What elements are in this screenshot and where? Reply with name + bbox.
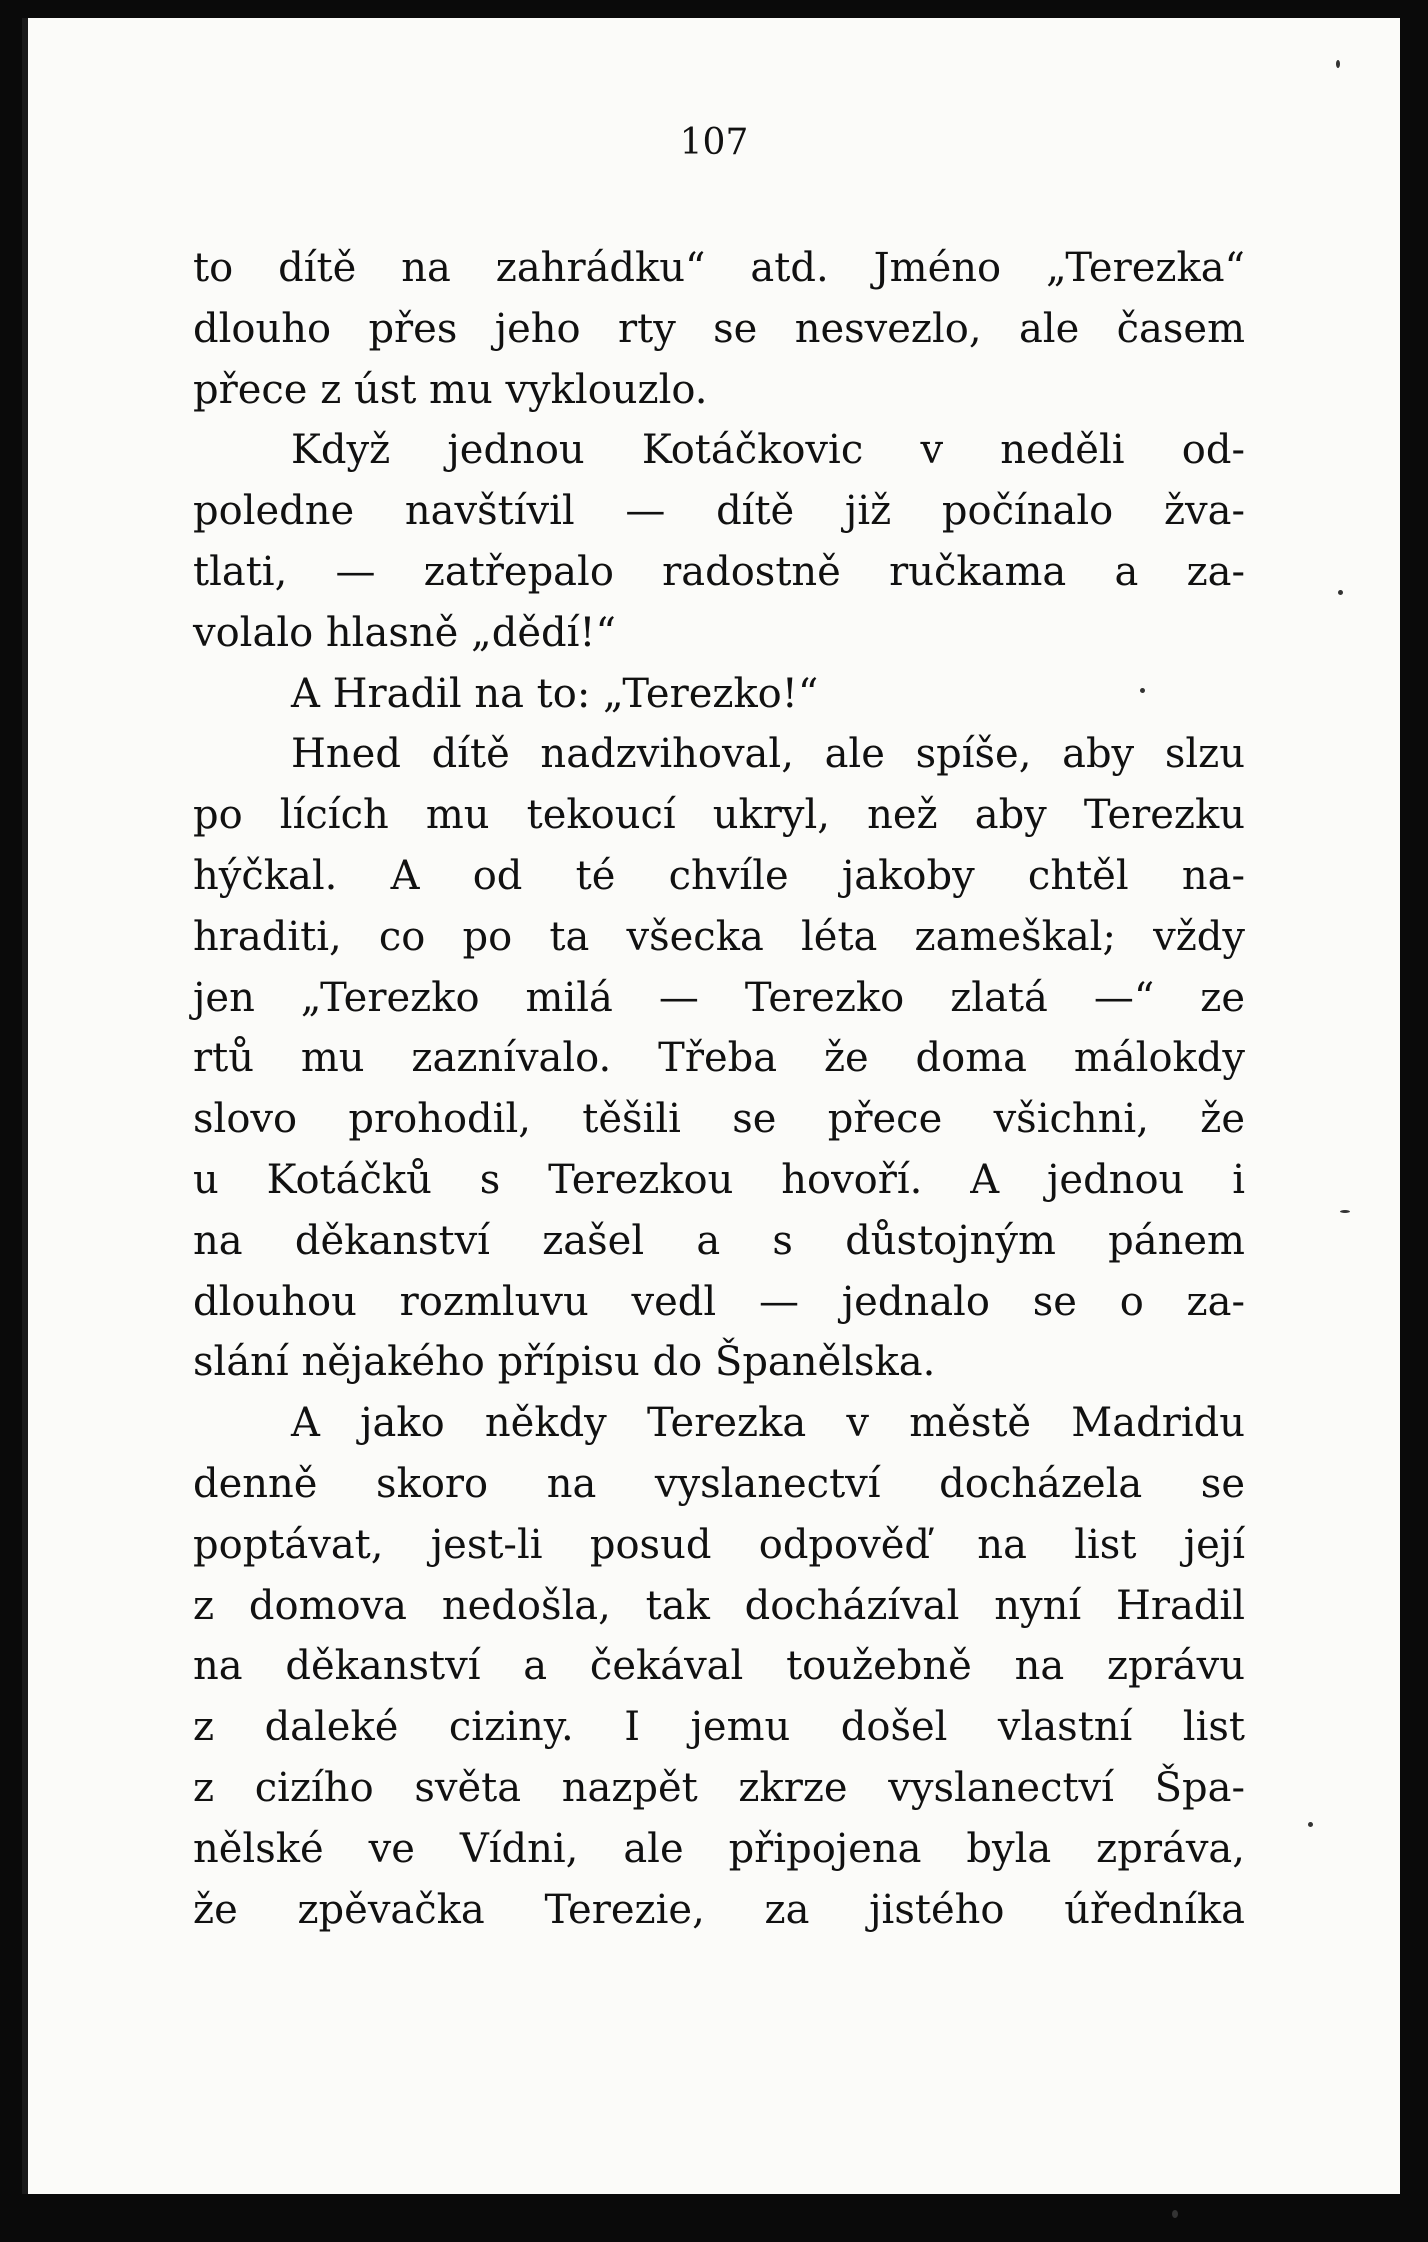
text-line: denně skoro na vyslanectví docházela se <box>193 1460 1245 1507</box>
text-line: nělské ve Vídni, ale připojena byla zpráva, <box>193 1825 1245 1872</box>
text-line: Když jednou Kotáčkovic v neděli od- <box>291 427 1245 474</box>
text-line: hraditi, co po ta všecka léta zameškal; vždy <box>193 913 1245 960</box>
text-line: to dítě na zahrádku“ atd. Jméno „Terezka“ <box>193 245 1245 291</box>
text-line: Hned dítě nadzvihoval, ale spíše, aby slzu <box>291 731 1245 778</box>
text-line: přece z úst mu vyklouzlo. <box>193 366 708 413</box>
scan-left-border <box>22 18 28 2194</box>
text-line: z domova nedošla, tak docházíval nyní Hradil <box>193 1582 1245 1629</box>
text-line: poledne navštívil — dítě již počínalo žva- <box>193 488 1245 535</box>
text-line: dlouho přes jeho rty se nesvezlo, ale časem <box>193 305 1245 352</box>
text-line: u Kotáčků s Terezkou hovoří. A jednou i <box>193 1156 1245 1203</box>
text-line: z daleké ciziny. I jemu došel vlastní list <box>193 1704 1245 1751</box>
scan-speck <box>1140 688 1145 693</box>
scan-speck <box>1338 590 1343 595</box>
scan-speck <box>1336 60 1340 68</box>
text-line: A jako někdy Terezka v městě Madridu <box>291 1400 1245 1447</box>
text-line: rtů mu zaznívalo. Třeba že doma málokdy <box>193 1035 1245 1082</box>
text-line: na děkanství zašel a s důstojným pánem <box>193 1217 1245 1264</box>
text-line: hýčkal. A od té chvíle jakoby chtěl na- <box>193 852 1245 899</box>
text-line: slovo prohodil, těšili se přece všichni, že <box>193 1096 1245 1143</box>
scan-speck <box>1340 1210 1350 1213</box>
scan-top-border <box>0 0 1428 18</box>
text-line: po lících mu tekoucí ukryl, než aby Terezku <box>193 792 1245 839</box>
scan-right-border <box>1400 0 1428 2242</box>
text-line: poptávat, jest-li posud odpověď na list její <box>193 1521 1245 1568</box>
text-line: volalo hlasně „dědí!“ <box>193 609 616 656</box>
text-line: na děkanství a čekával toužebně na zprávu <box>193 1643 1245 1690</box>
text-line: A Hradil na to: „Terezko!“ <box>291 670 819 717</box>
scan-speck <box>1172 2210 1178 2218</box>
text-line: dlouhou rozmluvu vedl — jednalo se o za- <box>193 1278 1245 1325</box>
scan-speck <box>1308 1822 1313 1827</box>
text-line: z cizího světa nazpět zkrze vyslanectví Špa- <box>193 1764 1245 1811</box>
scan-bottom-border <box>0 2194 1428 2242</box>
text-line: že zpěvačka Terezie, za jistého úředníka <box>193 1886 1245 1933</box>
text-line: slání nějakého přípisu do Španělska. <box>193 1339 936 1386</box>
page-number: 107 <box>679 122 749 163</box>
text-line: tlati, — zatřepalo radostně ručkama a za- <box>193 548 1245 595</box>
text-line: jen „Terezko milá — Terezko zlatá —“ ze <box>193 974 1245 1021</box>
body-text <box>193 238 1245 1940</box>
